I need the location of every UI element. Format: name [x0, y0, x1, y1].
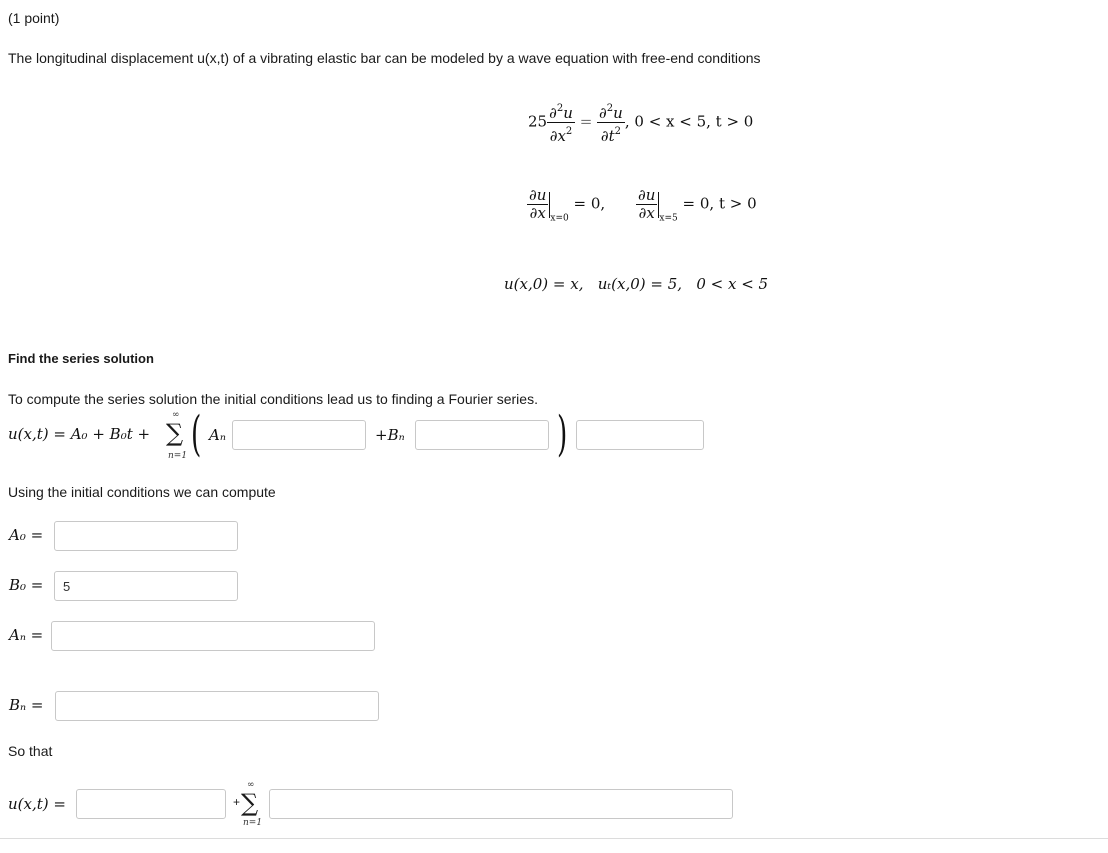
- points-label: (1 point): [8, 10, 60, 26]
- series-b-label: +Bₙ: [375, 426, 405, 444]
- bc-left-eval: x=0: [550, 213, 569, 224]
- a0-input[interactable]: [54, 521, 238, 551]
- section-heading: Find the series solution: [8, 351, 154, 366]
- series-a-label: Aₙ: [209, 426, 226, 444]
- so-that-text: So that: [8, 743, 53, 759]
- series-a-input[interactable]: [232, 420, 366, 450]
- bn-label: Bₙ =: [9, 696, 44, 714]
- pde-coefficient: 25: [528, 112, 548, 131]
- final-sum-input[interactable]: [269, 789, 733, 819]
- left-paren: (: [191, 406, 202, 462]
- an-input[interactable]: [51, 621, 375, 651]
- intro-text: To compute the series solution the initial conditions lead us to finding a Fourier series.: [8, 391, 538, 407]
- sigma-symbol: ∑: [166, 419, 184, 447]
- an-label: Aₙ =: [9, 626, 44, 644]
- pde-equation: 25 $\frac{\partial^2u}{\partial x^2}$ = $\frac{\partial^2u}{\partial t^2}$ , 0 < x < 5, t > 0: [528, 100, 753, 145]
- series-b-input[interactable]: [415, 420, 549, 450]
- pde-domain: , 0 < x < 5, t > 0: [624, 112, 754, 131]
- sum-lower-limit: n=1: [168, 451, 188, 461]
- final-sum-lower-limit: n=1: [243, 818, 263, 828]
- series-trig-input[interactable]: [576, 420, 704, 450]
- b0-input[interactable]: [54, 571, 238, 601]
- bn-input[interactable]: [55, 691, 379, 721]
- sum-upper-limit: ∞: [172, 410, 180, 420]
- bottom-divider: [0, 838, 1108, 839]
- right-paren: ): [557, 406, 568, 462]
- b0-label: B₀ =: [9, 576, 44, 594]
- final-lhs: u(x,t) =: [8, 795, 66, 813]
- bc-left: $\frac{\partial u}{\partial x}$ $_{x=0}$ = 0,: [529, 186, 606, 224]
- bc-right: $\frac{\partial u}{\partial x}$ $_{x=5}$ = 0, t > 0: [638, 186, 757, 224]
- bc-right-eval: x=5: [659, 213, 678, 224]
- compute-text: Using the initial conditions we can compute: [8, 484, 276, 500]
- final-sum-upper-limit: ∞: [247, 780, 255, 790]
- series-lhs: u(x,t) = A₀ + B₀t +: [8, 425, 151, 443]
- final-first-input[interactable]: [76, 789, 226, 819]
- problem-statement: The longitudinal displacement u(x,t) of a vibrating elastic bar can be modeled by a wave equation with free-end conditions: [8, 50, 761, 66]
- bc-left-value: = 0,: [573, 194, 606, 213]
- initial-conditions: u(x,0) = x, uₜ(x,0) = 5, 0 < x < 5: [504, 275, 769, 293]
- bc-right-value: = 0, t > 0: [682, 194, 757, 213]
- final-plus: +: [233, 795, 241, 809]
- a0-label: A₀ =: [9, 526, 44, 544]
- final-sigma-symbol: ∑: [241, 789, 259, 817]
